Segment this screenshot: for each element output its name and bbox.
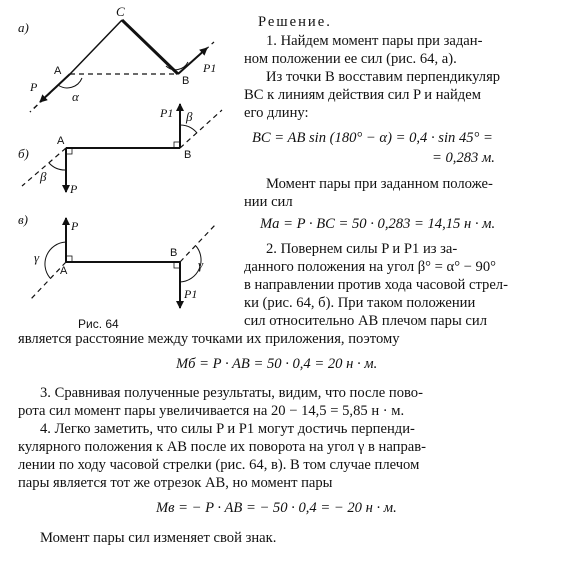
equation-bc-result: = 0,283 м. [432, 150, 495, 166]
force-p1-label: P1 [203, 61, 217, 75]
text-line: Из точки B восставим перпендикуляр [266, 69, 501, 85]
text-line: 3. Сравнивая полученные результаты, видим, что после пово- [40, 385, 423, 401]
text-line: рота сил момент пары увеличивается на 20 − 14,5 = 5,85 н · м. [18, 403, 405, 419]
figure-64 [0, 0, 240, 340]
text-line: кулярного положения к AB после их поворота на угол γ в направ- [18, 439, 426, 455]
point-b-label: B [170, 247, 178, 259]
point-c-label: C [116, 4, 125, 19]
solution-heading: Решение. [258, 14, 332, 30]
angle-gamma-label-a: γ [34, 250, 40, 265]
angle-alpha-label: α [72, 89, 79, 104]
segment-ac [70, 20, 122, 74]
text-line: ном положении ее сил (рис. 64, а). [244, 51, 457, 67]
point-a-label: A [60, 265, 68, 277]
angle-gamma-label-b: γ [198, 257, 204, 272]
panel-c [18, 212, 216, 308]
force-p-label: P [30, 80, 38, 94]
figure-caption: Рис. 64 [78, 317, 119, 331]
panel-b-label: б) [18, 146, 29, 161]
panel-a-label: а) [18, 20, 29, 35]
point-a-label: A [54, 65, 62, 77]
angle-beta-label-b: β [186, 109, 193, 124]
point-b-label: B [182, 75, 190, 87]
equation-mb: Mб = P · AB = 50 · 0,4 = 20 н · м. [176, 356, 378, 372]
text-line: ки (рис. 64, б). При таком положении [244, 295, 476, 311]
text-line: лении по ходу часовой стрелки (рис. 64, в). В том случае плечом [18, 457, 420, 473]
force-p1-label: P1 [160, 106, 174, 120]
text-line: 2. Повернем силы P и P1 из за- [266, 241, 458, 257]
force-p-label: P [70, 182, 78, 196]
panel-b [18, 104, 222, 196]
text-line: Момент пары сил изменяет свой знак. [40, 530, 277, 546]
force-p1-label: P1 [184, 287, 198, 301]
point-b-label: B [184, 149, 192, 161]
equation-bc: BC = AB sin (180° − α) = 0,4 · sin 45° = [252, 130, 493, 146]
equation-mv: Mв = − P · AB = − 50 · 0,4 = − 20 н · м. [156, 500, 397, 516]
text-line: 4. Легко заметить, что силы P и P1 могут достичь перпенди- [40, 421, 415, 437]
angle-beta-arc-b [180, 125, 197, 133]
text-line: его длину: [244, 105, 309, 121]
panel-c-label: в) [18, 212, 28, 227]
point-a-label: A [57, 135, 65, 147]
force-p-label: P [71, 219, 79, 233]
text-line: Момент пары при заданном положе- [266, 176, 493, 192]
text-line: данного положения на угол β° = α° − 90° [244, 259, 496, 275]
text-line: 1. Найдем момент пары при задан- [266, 33, 483, 49]
text-line: пары является тот же отрезок AB, но момент пары [18, 475, 333, 491]
text-line: BC к линиям действия сил P и найдем [244, 87, 481, 103]
segment-cb [122, 20, 178, 74]
text-line: является расстояние между точками их приложения, поэтому [18, 331, 400, 347]
panel-a [18, 4, 216, 112]
text-line: в направлении против хода часовой стрел- [244, 277, 508, 293]
text-line: сил относительно AB плечом пары сил [244, 313, 487, 329]
angle-beta-arc-a [49, 163, 66, 170]
text-line: нии сил [244, 194, 293, 210]
angle-beta-label-a: β [40, 169, 47, 184]
equation-ma: Ma = P · BC = 50 · 0,283 = 14,15 н · м. [260, 216, 496, 232]
